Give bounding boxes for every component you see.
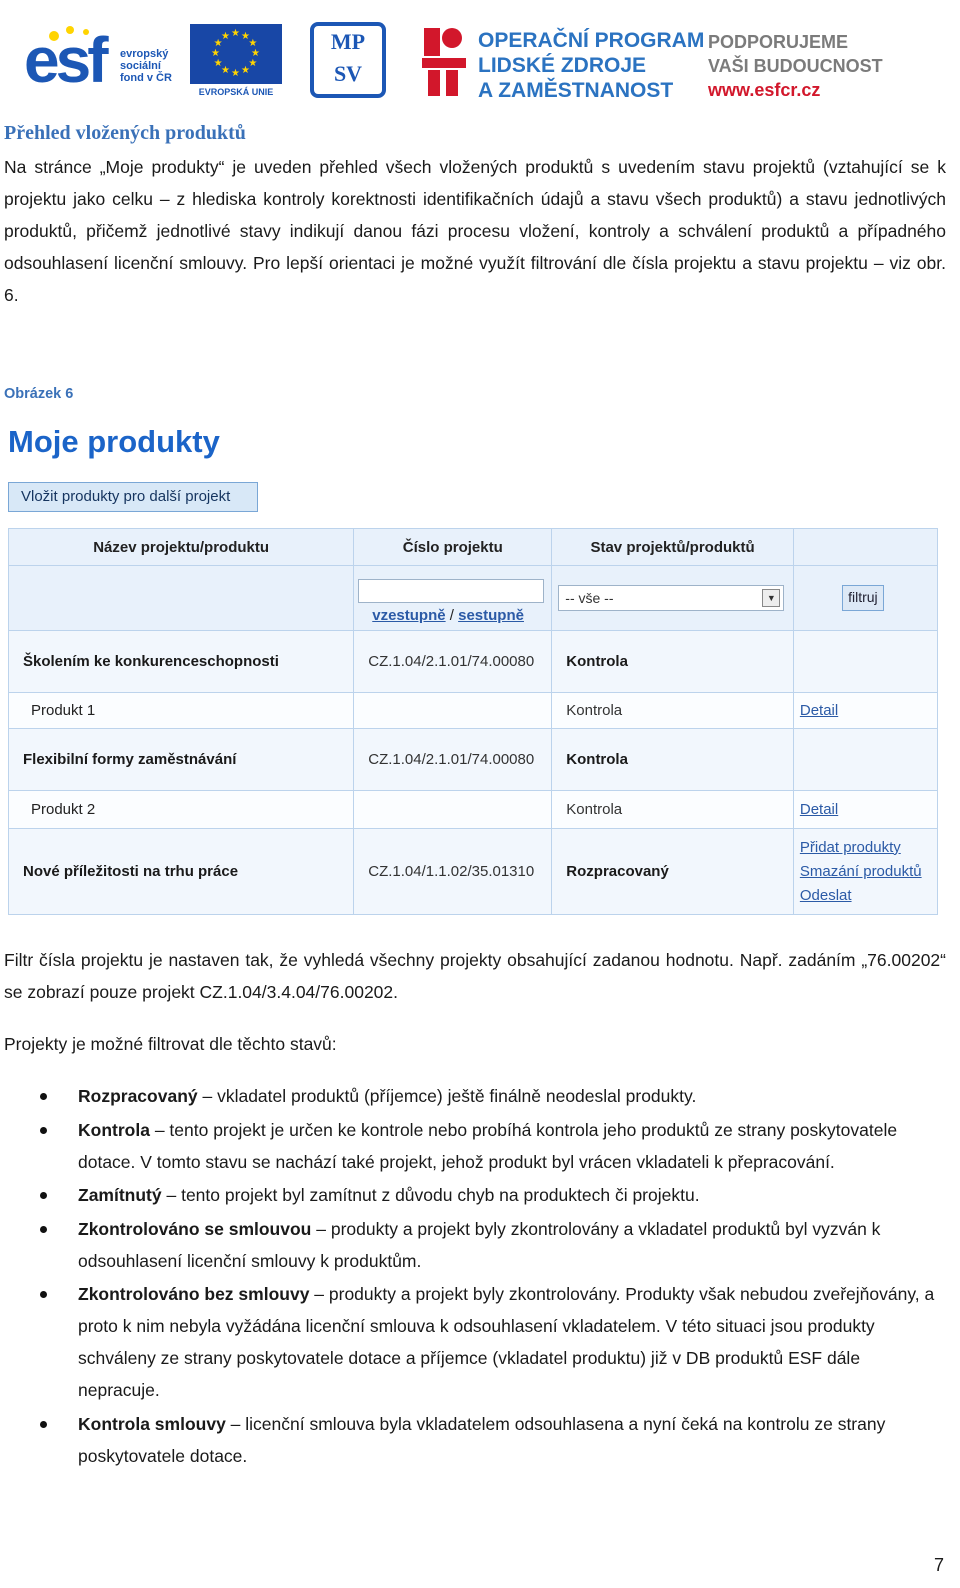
filter-note-paragraph: Filtr čísla projektu je nastaven tak, že vyhledá všechny projekty obsahující zadanou hodnotu. Např. zadáním „76.00202“ se zobrazí pouze projekt CZ.1.04/3.4.04/76.00202. [4, 950, 946, 1002]
add-products-button[interactable]: Vložit produkty pro další projekt [8, 482, 258, 512]
mpsv-logo-line-1: MP [330, 29, 366, 54]
delete-products-link[interactable]: Smazání produktů [799, 862, 922, 880]
column-header-state: Stav projektů/produktů [552, 529, 794, 566]
row-actions [793, 631, 937, 693]
state-filter-value: -- vše -- [565, 590, 614, 606]
filter-button[interactable]: filtruj [842, 585, 884, 611]
state-term: Zkontrolováno bez smlouvy [78, 1284, 310, 1304]
column-header-number: Číslo projektu [354, 529, 552, 566]
state-description: – licenční smlouva byla vkladatelem odsouhlasena a nyní čeká na kontrolu ze strany poskytovatele dotace. [78, 1413, 886, 1466]
podporujeme-logo: PODPORUJEME VAŠI BUDOUCNOST www.esfcr.cz [708, 32, 883, 100]
state-term: Zkontrolováno se smlouvou [78, 1218, 312, 1239]
sort-links [354, 607, 551, 624]
bullet-icon [40, 1192, 47, 1199]
product-number [354, 693, 552, 729]
project-number-filter-input[interactable] [358, 579, 544, 603]
filter-cell-empty [9, 566, 354, 631]
table-row [9, 693, 938, 729]
project-name: Nové příležitosti na trhu práce [9, 829, 354, 915]
eu-star-icon: ★ [213, 38, 223, 49]
project-number: CZ.1.04/2.1.01/74.00080 [354, 631, 552, 693]
section-heading: Přehled vložených produktů [4, 122, 246, 144]
project-state: Kontrola [552, 631, 794, 693]
sort-ascending-link[interactable]: vzestupně [372, 606, 446, 624]
state-description: – produkty a projekt byly zkontrolovány a vkladatel produktů byl vyzván k odsouhlasení licenční smlouvy k produktům. [78, 1218, 881, 1271]
project-name: Školením ke konkurenceschopnosti [9, 631, 354, 693]
table-row [9, 791, 938, 829]
mpsv-logo-line-2: SV [333, 61, 363, 86]
table-row [9, 829, 938, 915]
project-state: Rozpracovaný [552, 829, 794, 915]
header-logos [22, 18, 942, 108]
bullet-icon [40, 1093, 47, 1100]
sort-separator: / [449, 606, 454, 624]
state-description: – tento projekt je určen ke kontrole nebo probíhá kontrola jeho produktů ze strany poskytovatele dotace. V tomto stavu se nachází také projekt, jehož produkt byl vrácen vkladateli k přepracování. [78, 1119, 898, 1172]
bullet-icon [40, 1127, 47, 1134]
eu-star-icon: ★ [248, 58, 258, 69]
state-term: Rozpracovaný [78, 1086, 198, 1106]
chevron-down-icon[interactable]: ▼ [762, 589, 780, 607]
state-filter-select[interactable] [558, 585, 784, 611]
list-item [40, 1278, 944, 1406]
mpsv-logo [310, 22, 386, 98]
eu-star-icon: ★ [231, 28, 240, 39]
products-table [8, 528, 938, 915]
eu-logo [190, 24, 282, 96]
state-description: – produkty a projekt byly zkontrolovány. Produkty však nebudou zveřejňovány, a proto k nim nebyla vyžádána licenční smlouva k odsouhlasení vkladatelem. V této situaci jsou produkty schváleny ze strany poskytovatele dotace a příjemce (vkladatel produktu) již v DB produktů ESF dále nepracuje. [78, 1284, 935, 1400]
eu-star-icon: ★ [251, 48, 260, 59]
sort-descending-link[interactable]: sestupně [458, 606, 524, 624]
row-actions [793, 729, 937, 791]
eu-star-icon: ★ [241, 65, 250, 77]
list-item [40, 1114, 944, 1178]
eu-star-icon: ★ [241, 30, 250, 42]
list-item [40, 1179, 944, 1211]
eu-star-icon: ★ [221, 30, 230, 42]
product-state: Kontrola [552, 791, 794, 829]
oplz-figure-icon [418, 24, 470, 100]
esf-logo-subtitle: evropský sociální fond v ČR [120, 48, 172, 84]
column-header-actions [793, 529, 937, 566]
filter-row [9, 566, 938, 631]
eu-star-icon: ★ [221, 65, 230, 77]
project-number: CZ.1.04/2.1.01/74.00080 [354, 729, 552, 791]
esf-logo-text: esf [24, 24, 105, 96]
page-title: Moje produkty [8, 424, 220, 459]
state-term: Zamítnutý [78, 1185, 162, 1205]
state-description: – tento projekt byl zamítnut z důvodu chyb na produktech či projektu. [161, 1185, 700, 1205]
state-term: Kontrola [78, 1119, 150, 1140]
oplz-logo-text: OPERAČNÍ PROGRAM LIDSKÉ ZDROJE A ZAMĚSTNANOST [478, 29, 705, 102]
eu-star-icon: ★ [231, 68, 240, 79]
esf-logo [24, 22, 184, 104]
states-intro: Projekty je možné filtrovat dle těchto stavů: [4, 1034, 337, 1054]
filter-cell-number [354, 566, 552, 631]
filter-cell-button [793, 566, 937, 631]
eu-star-icon: ★ [211, 48, 220, 59]
project-number: CZ.1.04/1.1.02/35.01310 [354, 829, 552, 915]
add-products-link[interactable]: Přidat produkty [799, 838, 901, 856]
figure-caption: Obrázek 6 [4, 386, 74, 402]
eu-flag-icon [190, 24, 282, 84]
product-number [354, 791, 552, 829]
bullet-icon [40, 1291, 47, 1298]
filter-cell-state [552, 566, 794, 631]
state-term: Kontrola smlouvy [78, 1413, 226, 1434]
table-row [9, 729, 938, 791]
submit-link[interactable]: Odeslat [799, 886, 852, 904]
product-state: Kontrola [552, 693, 794, 729]
bullet-icon [40, 1421, 47, 1428]
column-header-name: Název projektu/produktu [9, 529, 354, 566]
states-list [40, 1080, 944, 1473]
state-description: – vkladatel produktů (příjemce) ještě finálně neodeslal produkty. [197, 1086, 697, 1106]
eu-star-icon: ★ [248, 38, 258, 49]
intro-paragraph: Na stránce „Moje produkty“ je uveden přehled všech vložených produktů s uvedením stavu projektů (vztahující se k projektu jako celku – z hlediska kontroly korektnosti identifikačních údajů a stavu všech produktů) a stavu jednotlivých produktů, přičemž jednotlivé stavy indikují danou fázi procesu vložení, kontroly a schválení produktů a případného odsouhlasení licenční smlouvy. Pro lepší orientaci je možné využít filtrování dle čísla projektu a stavu projektu – viz obr. 6. [4, 157, 946, 305]
detail-link[interactable]: Detail [799, 801, 839, 818]
row-actions [793, 829, 937, 915]
eu-star-icon: ★ [213, 58, 223, 69]
page-number: 7 [933, 1555, 944, 1575]
list-item [40, 1213, 944, 1277]
esfcr-url: www.esfcr.cz [708, 80, 821, 100]
list-item [40, 1408, 944, 1472]
bullet-icon [40, 1226, 47, 1233]
row-actions [793, 791, 937, 829]
row-actions [793, 693, 937, 729]
project-name: Flexibilní formy zaměstnávání [9, 729, 354, 791]
detail-link[interactable]: Detail [799, 702, 839, 719]
project-state: Kontrola [552, 729, 794, 791]
product-name: Produkt 2 [9, 791, 354, 829]
table-header-row [9, 529, 938, 566]
product-name: Produkt 1 [9, 693, 354, 729]
table-row [9, 631, 938, 693]
list-item [40, 1080, 944, 1112]
eu-logo-label: EVROPSKÁ UNIE [198, 87, 274, 97]
